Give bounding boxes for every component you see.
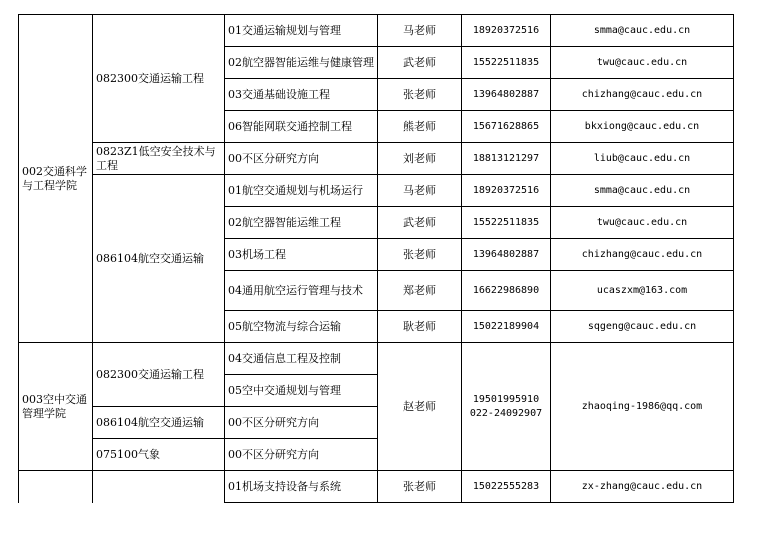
phone-cell: 13964802887 [462, 239, 551, 271]
major-cell: 082300交通运输工程 [93, 343, 225, 407]
phone-cell: 15522511835 [462, 47, 551, 79]
direction-cell: 00不区分研究方向 [225, 407, 378, 439]
phone-cell: 16622986890 [462, 271, 551, 311]
teacher-cell: 张老师 [378, 239, 462, 271]
major-cell: 086104航空交通运输 [93, 175, 225, 343]
email-cell: zhaoqing-1986@qq.com [551, 343, 734, 471]
phone-cell: 15022555283 [462, 471, 551, 503]
phone-cell: 15522511835 [462, 207, 551, 239]
teacher-cell: 郑老师 [378, 271, 462, 311]
direction-cell: 05空中交通规划与管理 [225, 375, 378, 407]
direction-cell: 04通用航空运行管理与技术 [225, 271, 378, 311]
major-cell: 0823Z1低空安全技术与工程 [93, 143, 225, 175]
major-cell: 086104航空交通运输 [93, 407, 225, 439]
phone-cell: 18920372516 [462, 175, 551, 207]
direction-cell: 01航空交通规划与机场运行 [225, 175, 378, 207]
table-row [19, 175, 734, 207]
direction-cell: 03机场工程 [225, 239, 378, 271]
table-row [19, 143, 734, 175]
phone-cell: 15022189904 [462, 311, 551, 343]
direction-cell: 02航空器智能运维工程 [225, 207, 378, 239]
email-cell: liub@cauc.edu.cn [551, 143, 734, 175]
direction-cell: 01交通运输规划与管理 [225, 15, 378, 47]
email-cell: twu@cauc.edu.cn [551, 47, 734, 79]
teacher-cell: 武老师 [378, 207, 462, 239]
email-cell: sqgeng@cauc.edu.cn [551, 311, 734, 343]
teacher-cell: 熊老师 [378, 111, 462, 143]
teacher-cell: 赵老师 [378, 343, 462, 471]
program-contact-table [18, 14, 734, 503]
major-cell: 082300交通运输工程 [93, 15, 225, 143]
phone-cell: 18813121297 [462, 143, 551, 175]
teacher-cell: 刘老师 [378, 143, 462, 175]
email-cell: ucaszxm@163.com [551, 271, 734, 311]
email-cell: smma@cauc.edu.cn [551, 15, 734, 47]
teacher-cell: 张老师 [378, 79, 462, 111]
major-cell [93, 471, 225, 503]
teacher-cell: 马老师 [378, 15, 462, 47]
direction-cell: 04交通信息工程及控制 [225, 343, 378, 375]
table-row [19, 15, 734, 47]
teacher-cell: 张老师 [378, 471, 462, 503]
email-cell: chizhang@cauc.edu.cn [551, 239, 734, 271]
college-cell [19, 471, 93, 503]
phone-cell: 15671628865 [462, 111, 551, 143]
major-cell: 075100气象 [93, 439, 225, 471]
direction-cell: 00不区分研究方向 [225, 143, 378, 175]
college-cell: 003空中交通管理学院 [19, 343, 93, 471]
email-cell: smma@cauc.edu.cn [551, 175, 734, 207]
email-cell: twu@cauc.edu.cn [551, 207, 734, 239]
phone-cell: 19501995910 022-24092907 [462, 343, 551, 471]
college-cell: 002交通科学与工程学院 [19, 15, 93, 343]
direction-cell: 03交通基础设施工程 [225, 79, 378, 111]
phone-cell: 18920372516 [462, 15, 551, 47]
direction-cell: 01机场支持设备与系统 [225, 471, 378, 503]
direction-cell: 05航空物流与综合运输 [225, 311, 378, 343]
email-cell: chizhang@cauc.edu.cn [551, 79, 734, 111]
direction-cell: 06智能网联交通控制工程 [225, 111, 378, 143]
phone-cell: 13964802887 [462, 79, 551, 111]
email-cell: zx-zhang@cauc.edu.cn [551, 471, 734, 503]
teacher-cell: 耿老师 [378, 311, 462, 343]
teacher-cell: 马老师 [378, 175, 462, 207]
direction-cell: 00不区分研究方向 [225, 439, 378, 471]
direction-cell: 02航空器智能运维与健康管理 [225, 47, 378, 79]
teacher-cell: 武老师 [378, 47, 462, 79]
table-row [19, 471, 734, 503]
email-cell: bkxiong@cauc.edu.cn [551, 111, 734, 143]
table-row [19, 343, 734, 375]
